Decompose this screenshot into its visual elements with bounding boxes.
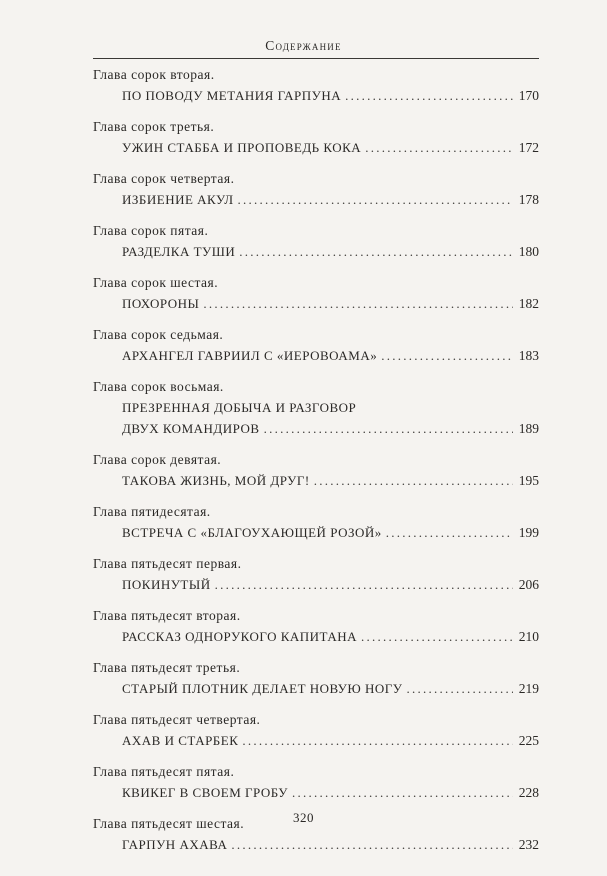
table-of-contents [93, 65, 539, 866]
dot-leader [264, 418, 513, 439]
chapter-title-line [93, 678, 539, 699]
page-ref: 183 [518, 348, 539, 363]
dot-leader [231, 834, 513, 855]
chapter-label: Глава сорок седьмая. [93, 327, 224, 342]
page-ref: 189 [518, 421, 539, 436]
dot-leader [406, 678, 513, 699]
chapter-label: Глава пятьдесят пятая. [93, 764, 235, 779]
page-ref: 228 [518, 785, 539, 800]
toc-entry [93, 658, 539, 699]
page-ref: 206 [518, 577, 539, 592]
chapter-title-line [93, 522, 539, 543]
chapter-label: Глава пятьдесят третья. [93, 660, 241, 675]
page-ref: 182 [518, 296, 539, 311]
dot-leader [345, 85, 513, 106]
dot-leader [238, 189, 513, 210]
chapter-label: Глава сорок шестая. [93, 275, 219, 290]
chapter-title-line [93, 834, 539, 855]
chapter-title-line [93, 418, 539, 439]
chapter-label: Глава сорок четвертая. [93, 171, 235, 186]
page-number: 320 [293, 810, 314, 825]
toc-entry [93, 169, 539, 210]
toc-entry [93, 273, 539, 314]
chapter-title: СТАРЫЙ ПЛОТНИК ДЕЛАЕТ НОВУЮ НОГУ [122, 681, 403, 696]
header-rule [93, 58, 539, 59]
chapter-title: КВИКЕГ В СВОЕМ ГРОБУ [122, 785, 289, 800]
chapter-title: ПОХОРОНЫ [122, 296, 200, 311]
chapter-title: ПОКИНУТЫЙ [122, 577, 211, 592]
chapter-title: ИЗБИЕНИЕ АКУЛ [122, 192, 234, 207]
chapter-title: ДВУХ КОМАНДИРОВ [122, 421, 260, 436]
chapter-label: Глава пятьдесят шестая. [93, 816, 245, 831]
dot-leader [239, 241, 513, 262]
toc-entry [93, 554, 539, 595]
chapter-title-line [93, 85, 539, 106]
chapter-label: Глава пятьдесят вторая. [93, 608, 241, 623]
chapter-title-line [93, 626, 539, 647]
chapter-title: РАССКАЗ ОДНОРУКОГО КАПИТАНА [122, 629, 358, 644]
chapter-title: АХАВ И СТАРБЕК [122, 733, 239, 748]
page-ref: 172 [518, 140, 539, 155]
page-ref: 195 [518, 473, 539, 488]
page-ref: 232 [518, 837, 539, 852]
chapter-title-line [93, 241, 539, 262]
chapter-title-line [93, 574, 539, 595]
toc-entry [93, 502, 539, 543]
page-ref: 178 [518, 192, 539, 207]
toc-entry [93, 325, 539, 366]
chapter-label: Глава пятьдесят первая. [93, 556, 242, 571]
toc-entry [93, 450, 539, 491]
toc-entry [93, 606, 539, 647]
running-head: Содержание [265, 38, 342, 53]
chapter-label: Глава сорок третья. [93, 119, 215, 134]
chapter-title: АРХАНГЕЛ ГАВРИИЛ С «ИЕРОВОАМА» [122, 348, 378, 363]
dot-leader [242, 730, 513, 751]
dot-leader [203, 293, 513, 314]
toc-entry [93, 221, 539, 262]
dot-leader [381, 345, 513, 366]
chapter-label: Глава пятидесятая. [93, 504, 211, 519]
dot-leader [361, 626, 513, 647]
toc-entry [93, 65, 539, 106]
chapter-title-line [93, 137, 539, 158]
dot-leader [386, 522, 513, 543]
chapter-title-line [93, 189, 539, 210]
chapter-label: Глава сорок вторая. [93, 67, 215, 82]
page-ref: 170 [518, 88, 539, 103]
chapter-title: ТАКОВА ЖИЗНЬ, МОЙ ДРУГ! [122, 473, 310, 488]
dot-leader [292, 782, 513, 803]
dot-leader [215, 574, 513, 595]
chapter-label: Глава сорок восьмая. [93, 379, 224, 394]
dot-leader [365, 137, 513, 158]
page-ref: 225 [518, 733, 539, 748]
chapter-title: РАЗДЕЛКА ТУШИ [122, 244, 236, 259]
page-ref: 210 [518, 629, 539, 644]
chapter-label: Глава сорок девятая. [93, 452, 222, 467]
dot-leader [314, 470, 513, 491]
chapter-title-line [93, 730, 539, 751]
chapter-title-line [93, 782, 539, 803]
chapter-title: УЖИН СТАББА И ПРОПОВЕДЬ КОКА [122, 140, 362, 155]
chapter-label: Глава пятьдесят четвертая. [93, 712, 261, 727]
chapter-title: ГАРПУН АХАВА [122, 837, 228, 852]
chapter-label: Глава сорок пятая. [93, 223, 209, 238]
chapter-title-line [93, 293, 539, 314]
toc-entry [93, 762, 539, 803]
page-ref: 180 [518, 244, 539, 259]
chapter-title: ПО ПОВОДУ МЕТАНИЯ ГАРПУНА [122, 88, 342, 103]
chapter-title-line [93, 345, 539, 366]
toc-entry [93, 377, 539, 439]
chapter-title-line [93, 470, 539, 491]
page-ref: 199 [518, 525, 539, 540]
chapter-title: ВСТРЕЧА С «БЛАГОУХАЮЩЕЙ РОЗОЙ» [122, 525, 382, 540]
toc-entry [93, 710, 539, 751]
page-ref: 219 [518, 681, 539, 696]
toc-entry [93, 117, 539, 158]
chapter-title: ПРЕЗРЕННАЯ ДОБЫЧА И РАЗГОВОР [122, 400, 357, 415]
